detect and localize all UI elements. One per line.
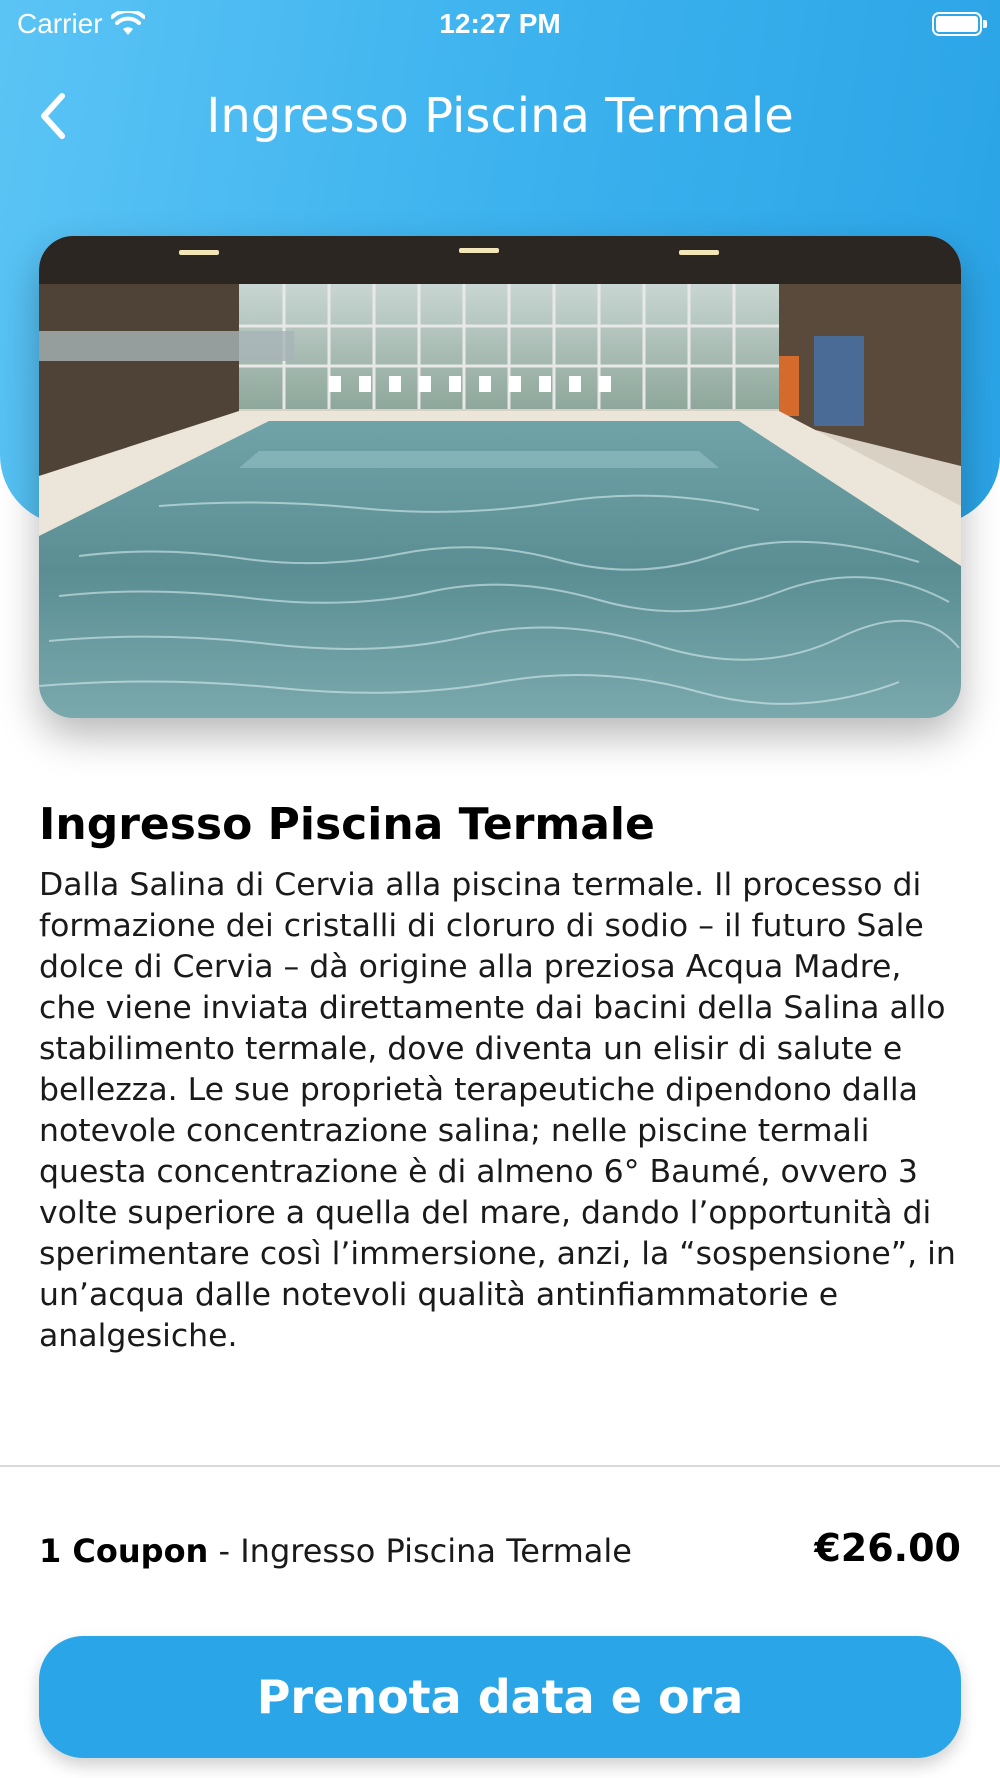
battery-icon (932, 12, 982, 36)
coupon-summary (39, 1526, 961, 1580)
product-details (39, 795, 964, 1357)
divider (0, 1465, 1000, 1467)
coupon-name: Ingresso Piscina Termale (240, 1532, 632, 1570)
status-time: 12:27 PM (439, 8, 561, 39)
page-title: Ingresso Piscina Termale (206, 88, 794, 144)
book-date-time-button[interactable]: Prenota data e ora (39, 1636, 961, 1758)
coupon-separator: - (208, 1532, 241, 1570)
product-description: Dalla Salina di Cervia alla piscina termale. Il processo di formazione dei cristalli di cloruro di sodio – il futuro Sale dolce di Cervia – dà origine alla preziosa Acqua Madre, che viene inviata direttamente dai bacini della Salina allo stabilimento termale, dove diventa un elisir di salute e bellezza. Le sue proprietà terapeutiche dipendono dalla notevole concentrazione salina; nelle piscine termali questa concentrazione è di almeno 6° Baumé, ovvero 3 volte superiore a quella del mare, dando l’opportunità di sperimentare così l’immersione, anzi, la “sospensione”, in un’acqua dalle notevoli qualità antinfiammatorie e analgesiche. (39, 867, 956, 1354)
coupon-label (39, 1532, 632, 1570)
coupon-quantity: 1 Coupon (39, 1532, 209, 1570)
coupon-price: €26.00 (814, 1526, 961, 1570)
carrier-label: Carrier (17, 8, 103, 39)
status-bar (0, 0, 1000, 50)
pool-photo (39, 236, 961, 718)
product-title: Ingresso Piscina Termale (39, 799, 655, 850)
navigation-bar (0, 68, 1000, 164)
